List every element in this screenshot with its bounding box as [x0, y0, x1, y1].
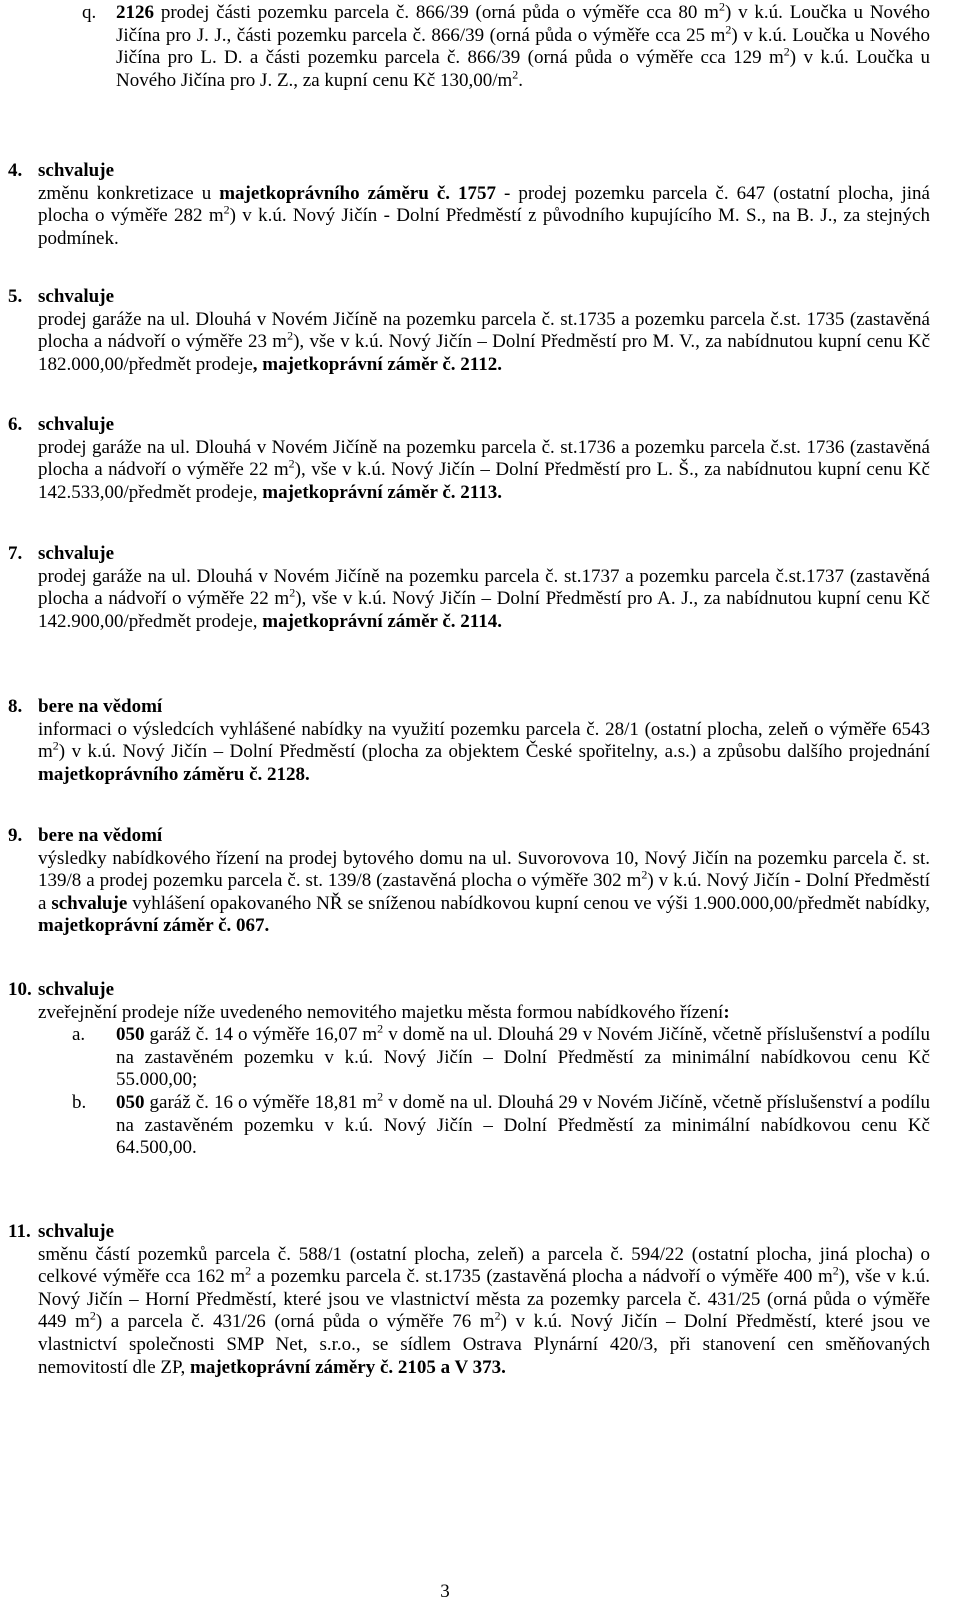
item-heading: schvaluje: [38, 979, 114, 1000]
item-number: 9.: [8, 825, 23, 846]
sub-item-label: a.: [72, 1024, 86, 1046]
item-heading: bere na vědomí: [38, 696, 163, 717]
item-text: prodej garáže na ul. Dlouhá v Novém Jičíně na pozemku parcela č. st.1735 a pozemku parcela č.st. 1735 (zastavěná plocha a nádvoří o výměře 23 $m^2$), vše v k.ú. Nový Jičín – Dolní Předměstí pro M. V., za nabídnutou kupní cenu Kč 182.000,00/předmět prodeje, majetkoprávní záměr č. 2112.: [38, 308, 930, 375]
item-heading: schvaluje: [38, 543, 114, 564]
item-text: prodej garáže na ul. Dlouhá v Novém Jičíně na pozemku parcela č. st.1737 a pozemku parcela č.st.1737 (zastavěná plocha a nádvoří o výměře 22 $m^2$), vše v k.ú. Nový Jičín – Dolní Předměstí pro A. J., za nabídnutou kupní cenu Kč 142.900,00/předmět prodeje, majetkoprávní záměr č. 2114.: [38, 565, 930, 632]
item-text: směnu částí pozemků parcela č. 588/1 (ostatní plocha, zeleň) a parcela č. 594/22 (ostatní plocha, jiná plocha) o celkové výměře cca 162 $m^2$ a pozemku parcela č. st.1735 (zastavěná plocha a nádvoří o výměře 400 $m^2$), vše v k.ú. Nový Jičín – Horní Předměstí, které jsou ve vlastnictví města za pozemky parcela č. 431/25 (orná půda o výměře 449 $m^2$) a parcela č. 431/26 (orná půda o výměře 76 $m^2$) v k.ú. Nový Jičín – Dolní Předměstí, které jsou ve vlastnictví společnosti SMP Net, s.r.o., se sídlem Ostrava Plynární 420/3, při stanovení cen směňovaných nemovitostí dle ZP, majetkoprávní záměry č. 2105 a V 373.: [38, 1243, 931, 1378]
item-text: informaci o výsledcích vyhlášené nabídky na využití pozemku parcela č. 28/1 (ostatní plocha, zeleň o výměře 6543 $m^2$) v k.ú. Nový Jičín – Dolní Předměstí (plocha za objektem České spořitelny, a.s.) a způsobu dalšího projednání majetkoprávního záměru č. 2128.: [38, 718, 930, 785]
item-8: [8, 696, 930, 786]
item-heading: schvaluje: [38, 1221, 114, 1242]
item-heading: schvaluje: [38, 286, 114, 307]
item-text: změnu konkretizace u majetkoprávního záměru č. 1757 - prodej pozemku parcela č. 647 (ostatní plocha, jiná plocha o výměře 282 $m^2$) v k.ú. Nový Jičín - Dolní Předměstí z původního kupujícího M. S., na B. J., za stejných podmínek.: [38, 182, 930, 249]
item-q: [8, 2, 930, 92]
item-heading: schvaluje: [38, 414, 114, 435]
item-7: [8, 543, 930, 633]
item-number: 5.: [8, 286, 23, 307]
item-9: [8, 825, 930, 938]
item-text: prodej garáže na ul. Dlouhá v Novém Jičíně na pozemku parcela č. st.1736 a pozemku parcela č.st. 1736 (zastavěná plocha a nádvoří o výměře 22 $m^2$), vše v k.ú. Nový Jičín – Dolní Předměstí pro L. Š., za nabídnutou kupní cenu Kč 142.533,00/předmět prodeje, majetkoprávní záměr č. 2113.: [38, 436, 930, 503]
item-5: [8, 286, 930, 376]
sub-item-b: [38, 1089, 931, 1160]
sub-item-label: b.: [72, 1091, 87, 1113]
item-text: zveřejnění prodeje níže uvedeného nemovitého majetku města formou nabídkového řízení:: [38, 1001, 730, 1023]
item-11: [8, 1221, 930, 1379]
item-number: 10.: [8, 979, 32, 1000]
item-q-text: 2126 prodej části pozemku parcela č. 866/39 (orná půda o výměře cca 80 $m^2$) v k.ú. Loučka u Nového Jičína pro J. J., části pozemku parcela č. 866/39 (orná půda o výměře cca 25 $m^2$) v k.ú. Loučka u Nového Jičína pro L. D. a části pozemku parcela č. 866/39 (orná půda o výměře cca 129 $m^2$) v k.ú. Loučka u Nového Jičína pro J. Z., za kupní cenu Kč $130,00/m^2$.: [116, 0, 930, 91]
item-heading: schvaluje: [38, 160, 114, 181]
item-number: 11.: [8, 1221, 31, 1242]
page-number: 3: [440, 1581, 450, 1602]
item-4: [8, 160, 930, 250]
item-6: [8, 414, 930, 504]
sub-item-text: 050 garáž č. 16 o výměře 18,81 $m^2$ v domě na ul. Dlouhá 29 v Novém Jičíně, včetně příslušenství a podílu na zastavěném pozemku v k.ú. Nový Jičín – Dolní Předměstí za minimální nabídkovou cenu Kč 64.500,00.: [116, 1089, 931, 1159]
item-number: 8.: [8, 696, 23, 717]
item-heading: bere na vědomí: [38, 825, 163, 846]
sub-item-text: 050 garáž č. 14 o výměře 16,07 $m^2$ v domě na ul. Dlouhá 29 v Novém Jičíně, včetně příslušenství a podílu na zastavěném pozemku v k.ú. Nový Jičín – Dolní Předměstí za minimální nabídkovou cenu Kč 55.000,00;: [116, 1021, 931, 1091]
item-number: 7.: [8, 543, 23, 564]
item-text: výsledky nabídkového řízení na prodej bytového domu na ul. Suvorovova 10, Nový Jičín na pozemku parcela č. st. 139/8 a prodej pozemku parcela č. st. 139/8 (zastavěná plocha o výměře 302 $m^2$) v k.ú. Nový Jičín - Dolní Předměstí a schvaluje vyhlášení opakovaného NŘ se sníženou nabídkovou kupní cenou ve výši 1.900.000,00/předmět nabídky, majetkoprávní záměr č. 067.: [38, 847, 930, 937]
item-number: 6.: [8, 414, 23, 435]
sub-item-a: [38, 1021, 931, 1092]
item-10: [8, 979, 930, 1160]
item-q-number: 2126: [116, 2, 154, 23]
item-number: 4.: [8, 160, 23, 181]
item-q-label: q.: [82, 2, 97, 23]
